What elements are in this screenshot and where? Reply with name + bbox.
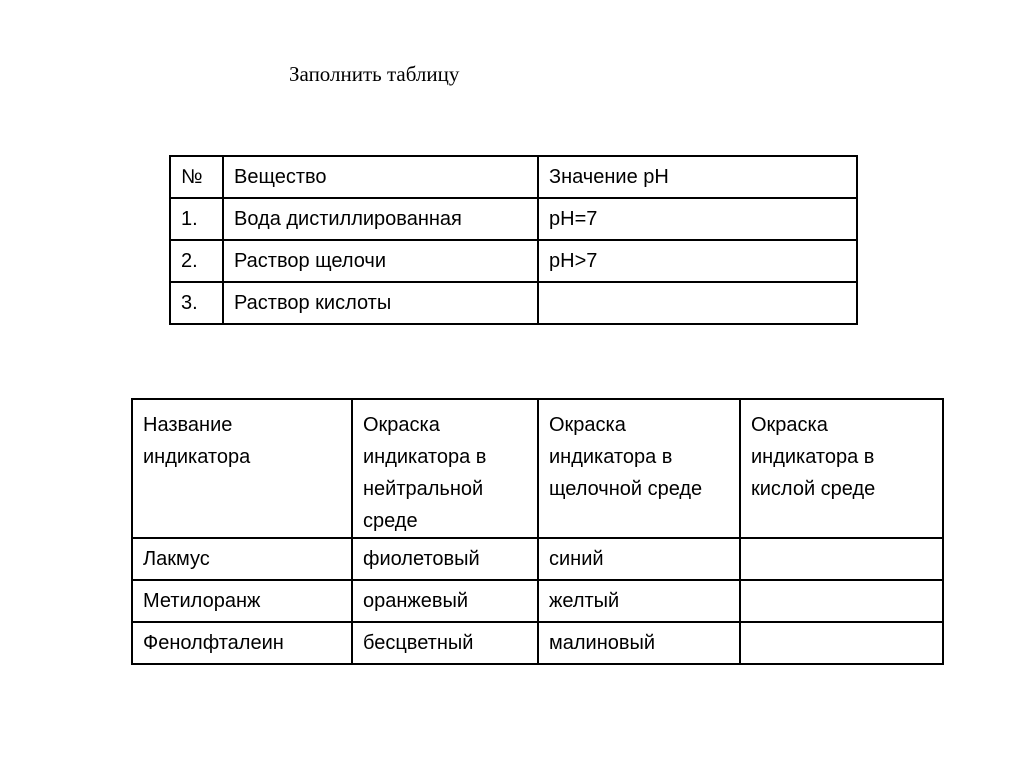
- table-cell: желтый: [538, 580, 740, 622]
- page-title: Заполнить таблицу: [289, 62, 460, 86]
- empty-cell: [538, 282, 857, 324]
- header-cell-acidic-color: Окраска индикатора в кислой среде: [740, 399, 943, 538]
- table-cell: Лакмус: [132, 538, 352, 580]
- header-cell-ph-value: Значение pH: [538, 156, 857, 198]
- table-cell: Раствор щелочи: [223, 240, 538, 282]
- table-row: [132, 538, 943, 580]
- table-cell: 1.: [170, 198, 223, 240]
- header-cell-number: №: [170, 156, 223, 198]
- table-cell: Вода дистиллированная: [223, 198, 538, 240]
- table-row: [170, 198, 857, 240]
- table-cell: синий: [538, 538, 740, 580]
- table-cell: фиолетовый: [352, 538, 538, 580]
- header-cell-indicator-name: Название индикатора: [132, 399, 352, 538]
- empty-cell: [740, 538, 943, 580]
- empty-cell: [740, 622, 943, 664]
- table-cell: 3.: [170, 282, 223, 324]
- table-cell: Фенолфталеин: [132, 622, 352, 664]
- table-cell: 2.: [170, 240, 223, 282]
- table-row: [132, 622, 943, 664]
- table-cell: бесцветный: [352, 622, 538, 664]
- table-row: [132, 580, 943, 622]
- table-cell: оранжевый: [352, 580, 538, 622]
- table-cell: Метилоранж: [132, 580, 352, 622]
- table-row: [170, 240, 857, 282]
- table-cell: малиновый: [538, 622, 740, 664]
- indicator-table: [131, 398, 944, 665]
- table-cell: pH=7: [538, 198, 857, 240]
- table-header-row: [132, 399, 943, 538]
- table-header-row: [170, 156, 857, 198]
- table-cell: Раствор кислоты: [223, 282, 538, 324]
- header-cell-neutral-color: Окраска индикатора в нейтральной среде: [352, 399, 538, 538]
- table-row: [170, 282, 857, 324]
- empty-cell: [740, 580, 943, 622]
- table-cell: pH>7: [538, 240, 857, 282]
- header-cell-alkaline-color: Окраска индикатора в щелочной среде: [538, 399, 740, 538]
- header-cell-substance: Вещество: [223, 156, 538, 198]
- ph-table: [169, 155, 858, 325]
